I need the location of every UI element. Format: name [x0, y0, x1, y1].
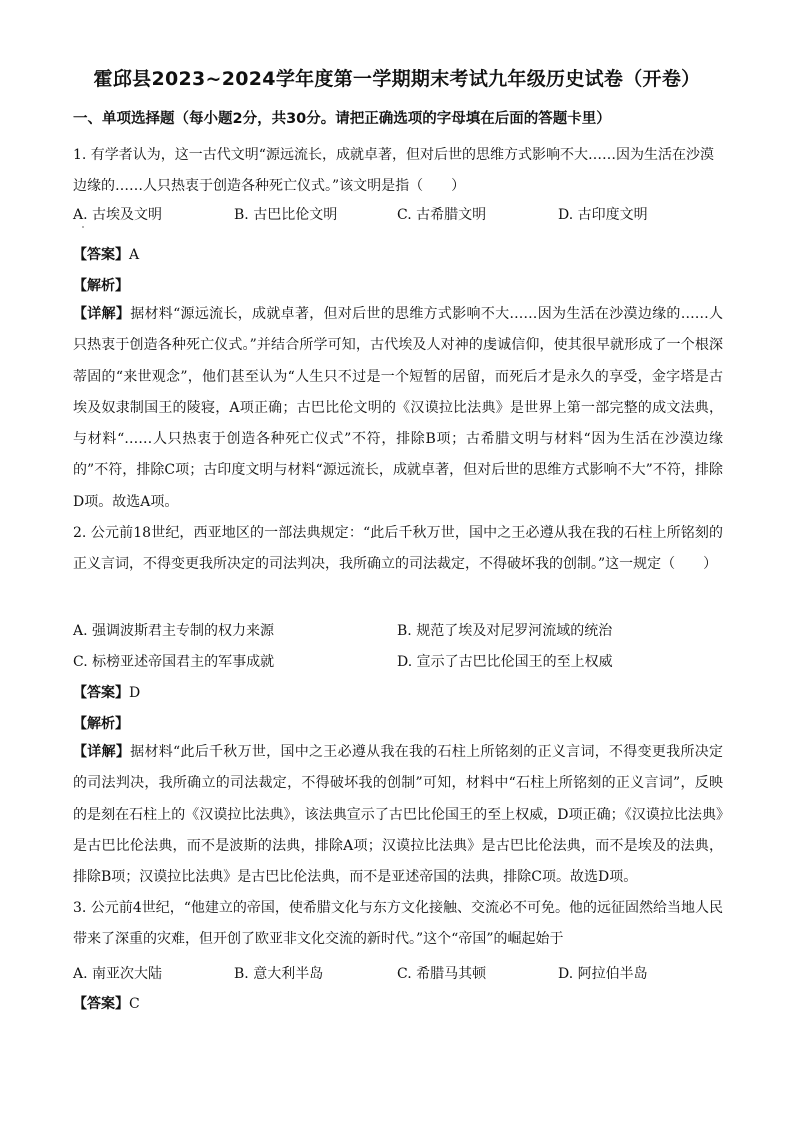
q2-option-a: A. 强调波斯君主专制的权力来源 [73, 623, 275, 639]
page-title: 霍邱县2023~2024学年度第一学期期末考试九年级历史试卷（开卷） [93, 68, 701, 90]
q3-stem: 3. 公元前4世纪，“他建立的帝国，使希腊文化与东方文化接触、交流必不可免。他的远征固然给当地人民带来了深重的灾难，但开创了欧亚非文化交流的新时代。”这个“帝国”的崛起始于 [73, 900, 723, 948]
q3-option-a: A. 南亚次大陆 [73, 966, 163, 982]
section-heading: 一、单项选择题（每小题2分，共30分。请把正确选项的字母填在后面的答题卡里） [73, 111, 611, 127]
q2-option-d: D. 宣示了古巴比伦国王的至上权威 [397, 654, 613, 670]
q3-option-d: D. 阿拉伯半岛 [558, 966, 648, 982]
q1-stem-line1: 1. 有学者认为，这一古代文明“源远流长，成就卓著，但对后世的思维方式影响不大……因为生活在沙漠 [73, 147, 714, 163]
q1-option-a: A. 古埃及文明 [73, 207, 163, 223]
q1-answer [73, 244, 139, 264]
detail-label: 【详解】 [73, 306, 131, 322]
q2-option-b: B. 规范了埃及对尼罗河流域的统治 [397, 623, 613, 639]
q1-option-d: D. 古印度文明 [558, 207, 648, 223]
stray-dot [82, 226, 84, 228]
q2-answer-value: D [129, 685, 141, 701]
q1-analysis-label: 【解析】 [73, 278, 129, 294]
q3-option-c: C. 希腊马其顿 [397, 966, 487, 982]
q2-stem: 2. 公元前18世纪，西亚地区的一部法典规定：“此后千秋万世，国中之王必遵从我在我的石柱上所铭刻的正义言词，不得变更我所决定的司法判决，我所确立的司法裁定，不得破坏我的创制。”这一规定（ ） [73, 525, 723, 573]
q2-option-c: C. 标榜亚述帝国君主的军事成就 [73, 654, 275, 670]
q1-detail [73, 299, 723, 518]
q2-analysis-label: 【解析】 [73, 716, 129, 732]
q2-detail: 【详解】据材料“此后千秋万世，国中之王必遵从我在我的石柱上所铭刻的正义言词，不得变更我所决定的司法判决，我所确立的司法裁定，不得破坏我的创制”可知，材料中“石柱上所铭刻的正义言词”，反映的是刻在石柱上的《汉谟拉比法典》，该法典宣示了古巴比伦国王的至上权威，D项正确；《汉谟拉比法典》是古巴比伦法典，而不是波斯的法典，排除A项；汉谟拉比法典》是古巴比伦法典，而不是埃及的法典，排除B项；汉谟拉比法典》是古巴比伦法典，而不是亚述帝国的法典，排除C项。故选D项。 [73, 744, 724, 886]
q3-answer-value: C [129, 996, 140, 1012]
q1-answer-value: A [129, 247, 140, 263]
q3-answer: 【答案】C [73, 996, 140, 1012]
q2-answer: 【答案】D [73, 685, 141, 701]
q1-detail-text: 据材料“源远流长，成就卓著，但对后世的思维方式影响不大……因为生活在沙漠边缘的……人只热衷于创造各种死亡仪式。”并结合所学可知，古代埃及人对神的虔诚信仰，使其很早就形成了一个根深蒂固的“来世观念”，他们甚至认为“人生只不过是一个短暂的居留，而死后才是永久的享受，金字塔是古埃及奴隶制国王的陵寝，A项正确；古巴比伦文明的《汉谟拉比法典》是世界上第一部完整的成文法典，与材料“……人只热衷于创造各种死亡仪式”不符，排除B项；古希腊文明与材料“因为生活在沙漠边缘的”不符，排除C项；古印度文明与材料“源远流长，成就卓著，但对后世的思维方式影响不大”不符，排除D项。故选A项。 [73, 306, 724, 510]
q2-detail-text: 据材料“此后千秋万世，国中之王必遵从我在我的石柱上所铭刻的正义言词，不得变更我所决定的司法判决，我所确立的司法裁定，不得破坏我的创制”可知，材料中“石柱上所铭刻的正义言词”，反映的是刻在石柱上的《汉谟拉比法典》，该法典宣示了古巴比伦国王的至上权威，D项正确；《汉谟拉比法典》是古巴比伦法典，而不是波斯的法典，排除A项；汉谟拉比法典》是古巴比伦法典，而不是埃及的法典，排除B项；汉谟拉比法典》是古巴比伦法典，而不是亚述帝国的法典，排除C项。故选D项。 [73, 744, 724, 886]
answer-label: 【答案】 [73, 247, 129, 263]
q1-stem-line2: 边缘的……人只热衷于创造各种死亡仪式。”该文明是指（ ） [73, 178, 466, 194]
q3-option-b: B. 意大利半岛 [234, 966, 324, 982]
q1-option-b: B. 古巴比伦文明 [234, 207, 338, 223]
q1-option-c: C. 古希腊文明 [397, 207, 487, 223]
